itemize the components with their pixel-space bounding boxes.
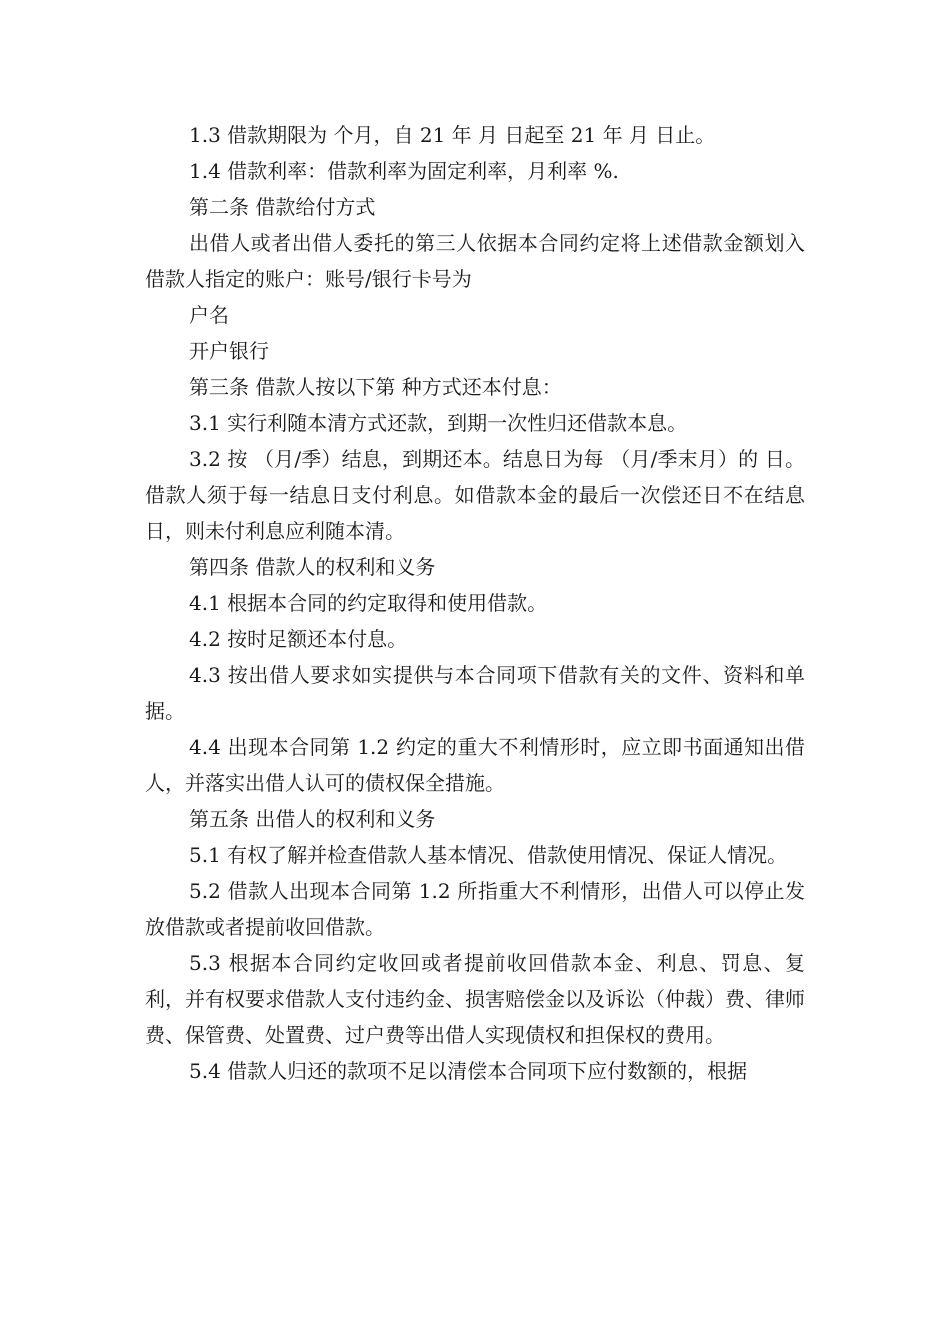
clause-5-1: 5.1 有权了解并检查借款人基本情况、借款使用情况、保证人情况。 — [189, 843, 788, 867]
clause-1-4: 1.4 借款利率：借款利率为固定利率，月利率 %. — [189, 159, 619, 183]
clause-4-1: 4.1 根据本合同的约定取得和使用借款。 — [189, 591, 548, 615]
clause-3-2: 3.2 按 （月/季）结息，到期还本。结息日为每 （月/季末月）的 日。借款人须于每一结息日支付利息。如借款本金的最后一次偿还日不在结息日，则未付利息应利随本清。 — [145, 447, 805, 543]
article-5-heading: 第五条 出借人的权利和义务 — [189, 807, 436, 831]
article-3-heading: 第三条 借款人按以下第 种方式还本付息： — [189, 375, 562, 399]
article-2-body: 出借人或者出借人委托的第三人依据本合同约定将上述借款金额划入借款人指定的账户：账号/银行卡号为 — [145, 231, 805, 291]
clause-1-3: 1.3 借款期限为 个月，自 21 年 月 日起至 21 年 月 日止。 — [189, 123, 716, 147]
clause-5-4: 5.4 借款人归还的款项不足以清偿本合同项下应付数额的，根据 — [189, 1059, 748, 1083]
clause-4-3: 4.3 按出借人要求如实提供与本合同项下借款有关的文件、资料和单据。 — [145, 663, 805, 723]
clause-5-3: 5.3 根据本合同约定收回或者提前收回借款本金、利息、罚息、复利，并有权要求借款人支付违约金、损害赔偿金以及诉讼（仲裁）费、律师费、保管费、处置费、过户费等出借人实现债权和担保权的费用。 — [145, 951, 805, 1047]
clause-4-4: 4.4 出现本合同第 1.2 约定的重大不利情形时，应立即书面通知出借人，并落实出借人认可的债权保全措施。 — [145, 735, 805, 795]
article-2-heading: 第二条 借款给付方式 — [189, 195, 376, 219]
bank-name-line: 开户银行 — [189, 339, 269, 363]
clause-3-1: 3.1 实行利随本清方式还款，到期一次性归还借款本息。 — [189, 411, 688, 435]
document-body — [145, 117, 805, 1089]
article-4-heading: 第四条 借款人的权利和义务 — [189, 555, 436, 579]
account-name-line: 户名 — [189, 303, 229, 327]
clause-4-2: 4.2 按时足额还本付息。 — [189, 627, 408, 651]
clause-5-2: 5.2 借款人出现本合同第 1.2 所指重大不利情形，出借人可以停止发放借款或者提前收回借款。 — [145, 879, 805, 939]
